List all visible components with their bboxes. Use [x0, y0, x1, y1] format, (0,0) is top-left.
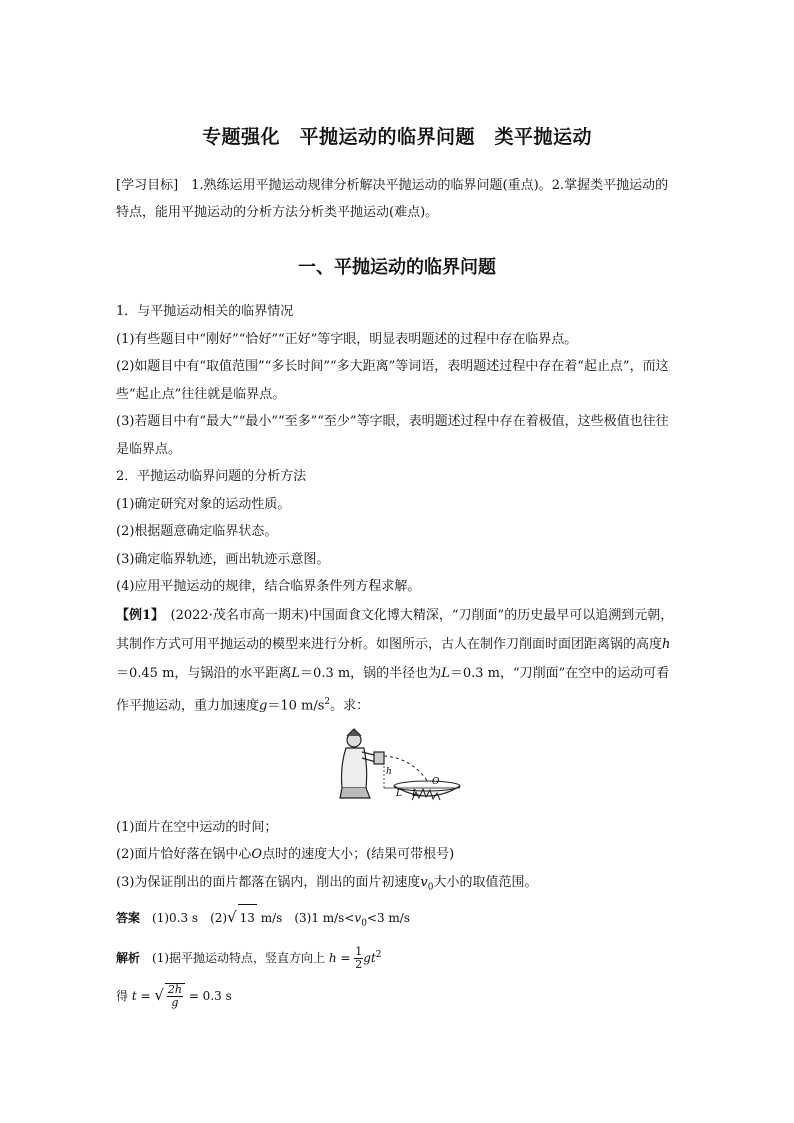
L-value-2: ＝0.3 m，“刀削面”在空中的运动可看作平抛运动，重力加速度 [116, 665, 670, 713]
q2-text-b: 点时的速度大小；(结果可带根号) [262, 847, 455, 863]
figure-label-h: h [386, 766, 392, 777]
result-value: = 0.3 s [185, 988, 232, 1003]
L-value: ＝0.3 m，锅的半径也为 [300, 665, 442, 681]
answer-part-1: (1)0.3 s (2) [140, 910, 228, 925]
q2-text-a: (2)面片恰好落在锅中心 [116, 847, 252, 863]
s1-item-3: (3)若题目中有“最大”“最小”“至多”“至少”等字眼，表明题述过程中存在着极值，这些极值也往往是临界点。 [116, 414, 669, 457]
result-eq: = [136, 988, 155, 1003]
objectives-tag: [学习目标] [116, 178, 179, 193]
result-var-t: t [131, 988, 137, 1003]
answer-part-3: <3 m/s [366, 910, 411, 925]
var-L-2: L [441, 665, 450, 681]
var-h: h [662, 636, 671, 652]
s1-item-2: (2)如题目中有“取值范围”“多长时间”“多大距离”等词语，表明题述过程中存在着“起止点”，而这些“起止点”往往就是临界点。 [116, 359, 669, 402]
answer-radicand: 13 [238, 904, 257, 933]
answer-part-2: m/s (3)1 m/s< [256, 910, 355, 925]
var-v0: v [420, 874, 428, 890]
question-1: (1)面片在空中运动的时间； [116, 819, 278, 835]
h-value: ＝0.45 m，与锅沿的水平距离 [116, 665, 292, 681]
analysis-line [116, 938, 678, 975]
s2-item-2: (2)根据题意确定临界状态。 [116, 524, 278, 539]
s1-item-1: (1)有些题目中“刚好”“恰好”“正好”等字眼，明显表明题述的过程中存在临界点。 [116, 331, 578, 347]
noodle-figure [332, 726, 462, 806]
s2-item-3: (3)确定临界轨迹，画出轨迹示意图。 [116, 551, 330, 567]
answer-v-subscript: 0 [361, 918, 367, 929]
body-content [116, 298, 678, 1016]
result-fraction [165, 983, 185, 1009]
v0-subscript: 0 [427, 882, 434, 893]
result-numerator: 2h [167, 983, 182, 997]
frac-numerator: 1 [355, 944, 363, 958]
s2-item-1: (1)确定研究对象的运动性质。 [116, 496, 291, 512]
result-denominator: g [171, 996, 179, 1010]
page-title: 专题强化 平抛运动的临界问题 类平抛运动 [201, 126, 592, 148]
g-value: ＝10 m/s [267, 697, 325, 713]
example-paragraph [116, 601, 678, 720]
figure-label-O: O [432, 776, 440, 787]
figure-label-L2: L [412, 788, 418, 799]
var-g: g [259, 697, 268, 713]
result-sqrt-symbol: √ [154, 985, 164, 1004]
answer-line [116, 904, 678, 938]
analysis-eq: = [336, 950, 355, 965]
frac-denominator: 2 [355, 957, 363, 971]
analysis-text: (1)据平抛运动特点，竖直方向上 [140, 950, 329, 965]
g-exponent: 2 [324, 696, 331, 707]
analysis-var-g: g [363, 950, 371, 965]
learning-objectives [116, 172, 678, 226]
q3-text-a: (3)为保证削出的面片都落在锅内，削出的面片初速度 [116, 874, 421, 890]
analysis-exponent: 2 [375, 949, 382, 960]
answer-label: 答案 [116, 910, 141, 925]
question-3 [116, 869, 678, 902]
s2-item-4: (4)应用平抛运动的规律，结合临界条件列方程求解。 [116, 579, 421, 594]
var-L: L [291, 665, 301, 681]
question-2 [116, 841, 678, 869]
figure-label-L1: L [396, 788, 402, 799]
fraction-half [354, 946, 363, 971]
analysis-result-line [116, 975, 678, 1016]
section-heading: 一、平抛运动的临界问题 [298, 257, 496, 278]
analysis-var-h: h [328, 950, 337, 965]
analysis-label: 解析 [116, 950, 141, 965]
s1-heading: 1．与平抛运动相关的临界情况 [116, 304, 294, 319]
result-prefix: 得 [116, 988, 132, 1003]
example-label: 【例1】 [116, 607, 158, 623]
example-tail: 。求： [330, 697, 370, 713]
objectives-text: 1.熟练运用平抛运动规律分析解决平抛运动的临界问题(重点)。2.掌握类平抛运动的特点，能用平抛运动的分析方法分析类平抛运动(难点)。 [116, 178, 669, 220]
answer-var-v: v [354, 910, 362, 925]
sqrt-symbol: √ [227, 907, 237, 926]
analysis-var-t: t [370, 950, 376, 965]
example-intro: (2022·茂名市高一期末)中国面食文化博大精深，“刀削面”的历史最早可以追溯到元朝，其制作方式可用平抛运动的模型来进行分析。如图所示，古人在制作刀削面时面团距离锅的高度 [116, 607, 674, 652]
s2-heading: 2．平抛运动临界问题的分析方法 [116, 469, 307, 484]
var-O: O [251, 847, 263, 863]
q3-text-b: 大小的取值范围。 [433, 874, 538, 890]
